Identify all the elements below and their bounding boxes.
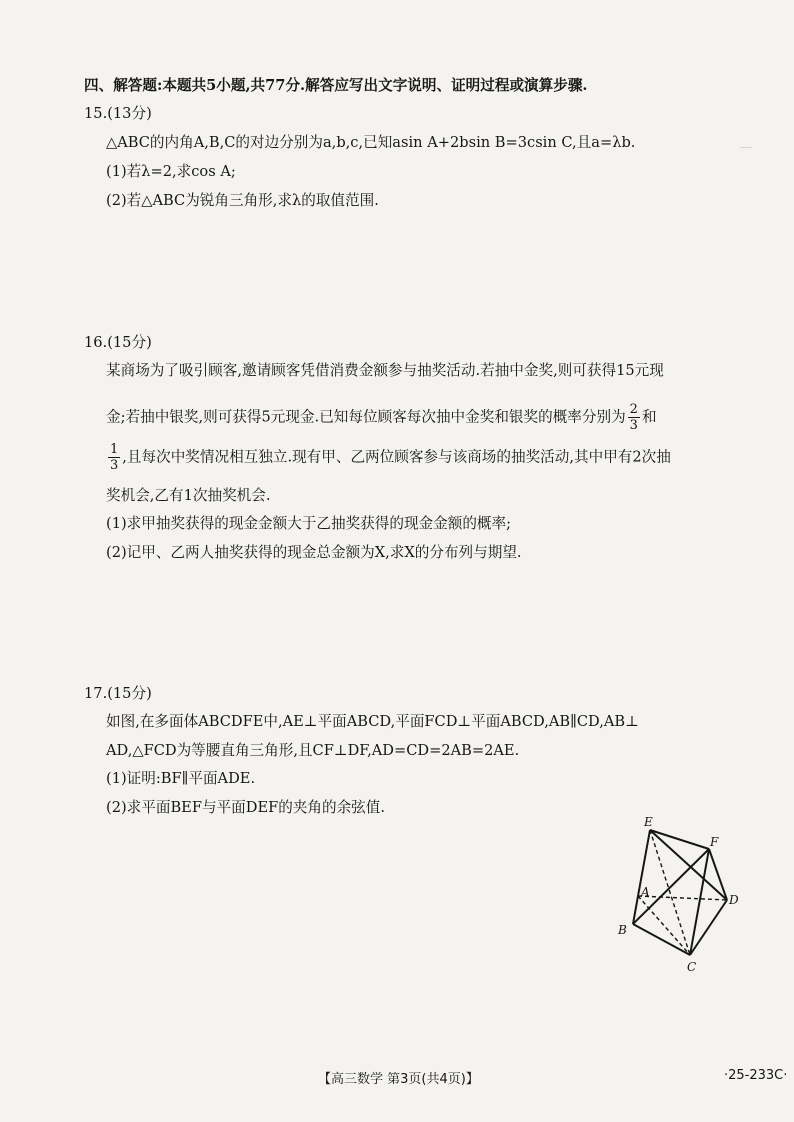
fraction-one-third: [108, 442, 120, 473]
q15-part2: (2)若△ABC为锐角三角形,求λ的取值范围.: [106, 192, 379, 209]
label-D: D: [729, 893, 739, 907]
q16-part2: (2)记甲、乙两人抽奖获得的现金总金额为X,求X的分布列与期望.: [106, 544, 522, 561]
edge-AC-hidden: [638, 896, 690, 955]
polyhedron-figure: [605, 812, 755, 977]
fraction-denominator: 3: [110, 458, 119, 473]
q15-part1: (1)若λ=2,求cos A;: [106, 163, 236, 180]
q17-part2: (2)求平面BEF与平面DEF的夹角的余弦值.: [106, 799, 386, 816]
q16-line2-tail: 和: [641, 408, 657, 426]
label-F: F: [710, 835, 719, 849]
q16-line4: 奖机会,乙有1次抽奖机会.: [106, 487, 271, 504]
q15-stem: △ABC的内角A,B,C的对边分别为a,b,c,已知asin A+2bsin B=3csin C,且a=λb.: [106, 134, 636, 151]
footer-page-info: 【高三数学 第3页(共4页)】: [318, 1072, 479, 1087]
edge-BC: [633, 924, 690, 955]
q17-part1: (1)证明:BF∥平面ADE.: [106, 770, 256, 787]
q16-line3: [106, 442, 754, 473]
q17-title: 17.(15分): [84, 685, 152, 702]
q17-line1: 如图,在多面体ABCDFE中,AE⊥平面ABCD,平面FCD⊥平面ABCD,AB∥CD,AB⊥: [106, 713, 639, 730]
bleed-through-text: —: [740, 140, 752, 154]
q15-title: 15.(13分): [84, 105, 152, 122]
q16-part1: (1)求甲抽奖获得的现金金额大于乙抽奖获得的现金金额的概率;: [106, 515, 512, 532]
label-C: C: [687, 960, 697, 974]
fraction-denominator: 3: [629, 418, 638, 433]
q16-title: 16.(15分): [84, 334, 152, 351]
edge-EF: [650, 830, 709, 849]
q16-line2: [106, 402, 754, 433]
q16-line2-text: 金;若抽中银奖,则可获得5元现金.已知每位顾客每次抽中金奖和银奖的概率分别为: [106, 408, 626, 426]
label-A: A: [641, 885, 650, 899]
edge-AD-hidden: [638, 896, 727, 900]
fraction-numerator: 2: [629, 402, 638, 417]
footer-code: ·25-233C·: [724, 1068, 788, 1083]
section-heading: 四、解答题:本题共5小题,共77分.解答应写出文字说明、证明过程或演算步骤.: [84, 77, 588, 94]
q16-line1: 某商场为了吸引顾客,邀请顾客凭借消费金额参与抽奖活动.若抽中金奖,则可获得15元现: [106, 362, 664, 379]
q16-line3-text: ,且每次中奖情况相互独立.现有甲、乙两位顾客参与该商场的抽奖活动,其中甲有2次抽: [122, 448, 671, 466]
fraction-numerator: 1: [110, 442, 119, 457]
fraction-two-thirds: [628, 402, 640, 433]
q17-line2: AD,△FCD为等腰直角三角形,且CF⊥DF,AD=CD=2AB=2AE.: [106, 742, 520, 759]
label-E: E: [644, 815, 653, 829]
label-B: B: [618, 923, 627, 937]
